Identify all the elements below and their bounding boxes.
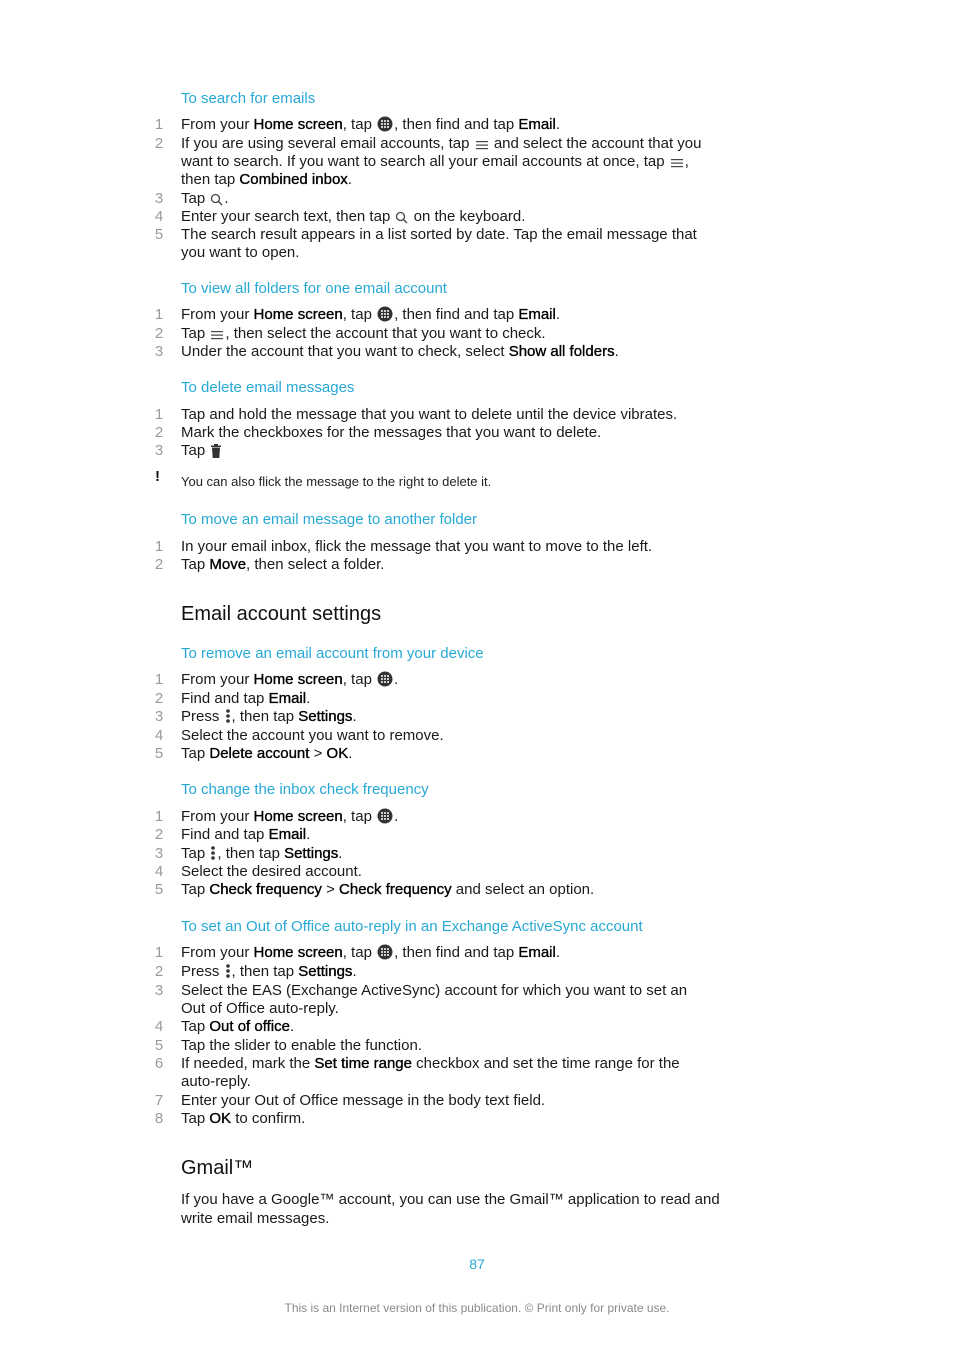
step-text: Tap Out of office. bbox=[181, 1018, 295, 1035]
section-heading-email-settings: Email account settings bbox=[181, 603, 382, 625]
step-number: 5 bbox=[154, 881, 164, 898]
step-number: 5 bbox=[154, 745, 164, 762]
step-text: In your email inbox, flick the message that you want to move to the left. bbox=[181, 538, 653, 555]
step-number: 2 bbox=[154, 135, 164, 152]
step-number: 3 bbox=[154, 190, 164, 207]
step-text: Tap . bbox=[181, 190, 229, 207]
step-text: Tap OK to confirm. bbox=[181, 1110, 306, 1127]
step-number: 5 bbox=[154, 1037, 164, 1054]
step-text: Find and tap Email. bbox=[181, 690, 311, 707]
apps-icon bbox=[377, 671, 393, 687]
step-number: 2 bbox=[154, 963, 164, 980]
overflow-menu-icon bbox=[225, 708, 231, 724]
step-text: Under the account that you want to check, select Show all folders. bbox=[181, 343, 619, 360]
step-text: Tap and hold the message that you want to delete until the device vibrates. bbox=[181, 406, 678, 423]
section-title-view-folders: To view all folders for one email account bbox=[181, 280, 447, 297]
apps-icon bbox=[377, 808, 393, 824]
note-text: You can also flick the message to the right to delete it. bbox=[181, 474, 492, 489]
overflow-menu-icon bbox=[210, 845, 216, 861]
step-number: 2 bbox=[154, 690, 164, 707]
step-number: 6 bbox=[154, 1055, 164, 1072]
step-number: 1 bbox=[154, 406, 164, 423]
step-text: The search result appears in a list sorted by date. Tap the email message that you want to open. bbox=[181, 226, 697, 262]
warning-icon: ! bbox=[155, 468, 160, 485]
step-number: 2 bbox=[154, 826, 164, 843]
step-text: Enter your search text, then tap on the keyboard. bbox=[181, 208, 526, 225]
step-number: 4 bbox=[154, 727, 164, 744]
step-text: Press , then tap Settings. bbox=[181, 963, 357, 980]
step-text: Tap , then select the account that you want to check. bbox=[181, 325, 546, 342]
step-number: 3 bbox=[154, 708, 164, 725]
step-number: 1 bbox=[154, 538, 164, 555]
step-number: 4 bbox=[154, 208, 164, 225]
step-number: 1 bbox=[154, 808, 164, 825]
step-number: 7 bbox=[154, 1092, 164, 1109]
step-number: 2 bbox=[154, 556, 164, 573]
section-title-check-frequency: To change the inbox check frequency bbox=[181, 781, 429, 798]
step-text: If needed, mark the Set time range checkbox and set the time range for the auto-reply. bbox=[181, 1055, 680, 1091]
footer-notice: This is an Internet version of this publication. © Print only for private use. bbox=[284, 1301, 670, 1315]
apps-icon bbox=[377, 306, 393, 322]
step-number: 2 bbox=[154, 424, 164, 441]
step-text: From your Home screen, tap , then find and tap Email. bbox=[181, 944, 561, 961]
section-title-move-email: To move an email message to another folder bbox=[181, 511, 477, 528]
step-number: 1 bbox=[154, 116, 164, 133]
apps-icon bbox=[377, 116, 393, 132]
trash-icon bbox=[210, 444, 222, 458]
step-number: 1 bbox=[154, 944, 164, 961]
menu-icon bbox=[210, 329, 224, 341]
menu-icon bbox=[475, 139, 489, 151]
step-text: From your Home screen, tap , then find and tap Email. bbox=[181, 116, 561, 133]
step-number: 3 bbox=[154, 845, 164, 862]
step-number: 5 bbox=[154, 226, 164, 243]
step-text: Tap the slider to enable the function. bbox=[181, 1037, 422, 1054]
step-text: Enter your Out of Office message in the body text field. bbox=[181, 1092, 546, 1109]
apps-icon bbox=[377, 944, 393, 960]
step-text: From your Home screen, tap . bbox=[181, 808, 399, 825]
overflow-menu-icon bbox=[225, 963, 231, 979]
step-text: Select the desired account. bbox=[181, 863, 362, 880]
step-number: 1 bbox=[154, 671, 164, 688]
page-number: 87 bbox=[469, 1256, 485, 1272]
step-number: 1 bbox=[154, 306, 164, 323]
section-title-remove-account: To remove an email account from your device bbox=[181, 645, 484, 662]
step-text: Tap bbox=[181, 442, 771, 460]
menu-icon bbox=[670, 157, 684, 169]
step-number: 3 bbox=[154, 982, 164, 999]
step-text: From your Home screen, tap , then find and tap Email. bbox=[181, 306, 561, 323]
section-title-delete-emails: To delete email messages bbox=[181, 379, 355, 396]
gmail-paragraph: If you have a Google™ account, you can use the Gmail™ application to read and write email messages. bbox=[181, 1191, 720, 1227]
step-text: Select the account you want to remove. bbox=[181, 727, 444, 744]
search-icon bbox=[210, 193, 223, 206]
step-text: Find and tap Email. bbox=[181, 826, 311, 843]
step-text: Select the EAS (Exchange ActiveSync) account for which you want to set an Out of Office auto-reply. bbox=[181, 982, 688, 1018]
step-number: 3 bbox=[154, 442, 164, 459]
section-title-out-of-office: To set an Out of Office auto-reply in an Exchange ActiveSync account bbox=[181, 918, 643, 935]
search-icon bbox=[395, 211, 408, 224]
step-text: Press , then tap Settings. bbox=[181, 708, 357, 725]
step-text: From your Home screen, tap . bbox=[181, 671, 399, 688]
step-number: 4 bbox=[154, 1018, 164, 1035]
step-number: 4 bbox=[154, 863, 164, 880]
section-title-search-emails: To search for emails bbox=[181, 90, 316, 107]
step-text: If you are using several email accounts, tap and select the account that you want to search. If you want to search all your email accounts at once, tap , then tap Combined inbox. bbox=[181, 135, 702, 189]
step-text: Tap Check frequency > Check frequency and select an option. bbox=[181, 881, 595, 898]
step-number: 2 bbox=[154, 325, 164, 342]
section-heading-gmail: Gmail™ bbox=[181, 1157, 254, 1179]
step-number: 3 bbox=[154, 343, 164, 360]
step-text: Tap Delete account > OK. bbox=[181, 745, 353, 762]
step-text: Tap Move, then select a folder. bbox=[181, 556, 385, 573]
step-text: Mark the checkboxes for the messages that you want to delete. bbox=[181, 424, 602, 441]
step-number: 8 bbox=[154, 1110, 164, 1127]
step-text: Tap , then tap Settings. bbox=[181, 845, 343, 862]
